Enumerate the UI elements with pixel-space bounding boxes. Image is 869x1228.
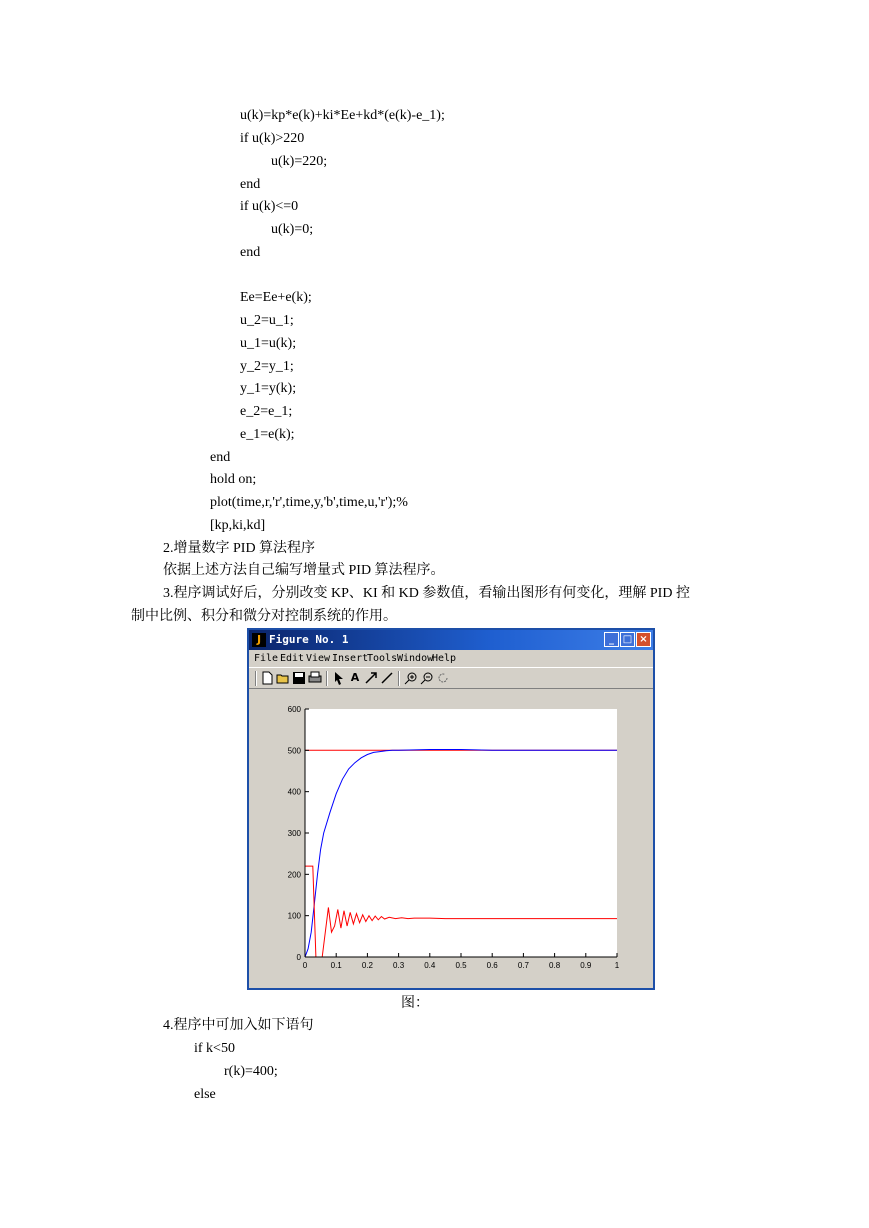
code-line: y_1=y(k); <box>240 381 297 396</box>
code-line: Ee=Ee+e(k); <box>240 290 312 305</box>
x-tick-label: 0.4 <box>424 961 436 970</box>
menu-tools[interactable]: Tools <box>367 653 398 664</box>
print-icon[interactable] <box>308 671 322 685</box>
y-tick-label: 100 <box>287 911 301 921</box>
menu-file[interactable]: File <box>254 653 279 664</box>
x-tick-label: 0 <box>302 961 308 970</box>
code-line: else <box>194 1087 216 1102</box>
arrow-icon[interactable] <box>332 671 346 685</box>
code-line: r(k)=400; <box>224 1064 278 1079</box>
code-line: u(k)=220; <box>271 154 328 169</box>
figure-window <box>247 628 655 990</box>
x-tick-label: 1 <box>614 961 620 970</box>
rotate-icon[interactable] <box>436 671 450 685</box>
code-line: u_2=u_1; <box>240 313 294 328</box>
code-line: end <box>210 450 231 465</box>
x-tick-label: 0.1 <box>330 961 342 970</box>
code-line: e_2=e_1; <box>240 404 293 419</box>
x-tick-label: 0.7 <box>517 961 529 970</box>
x-tick-label: 0.3 <box>393 961 405 970</box>
code-line: plot(time,r,'r',time,y,'b',time,u,'r');% <box>210 495 408 510</box>
menu-insert[interactable]: Insert <box>332 653 369 664</box>
code-line: if k<50 <box>194 1041 235 1056</box>
code-line: end <box>240 245 261 260</box>
y-tick-label: 400 <box>287 787 301 797</box>
response-chart <box>249 689 653 988</box>
menu-edit[interactable]: Edit <box>280 653 305 664</box>
code-line: y_2=y_1; <box>240 359 294 374</box>
paragraph-text: 制中比例、积分和微分对控制系统的作用。 <box>131 609 397 624</box>
section-heading: 4.程序中可加入如下语句 <box>163 1018 314 1033</box>
figure-toolbar <box>249 667 653 689</box>
matlab-logo-icon: J <box>252 633 266 647</box>
y-tick-label: 600 <box>287 705 301 714</box>
paragraph-text: 3.程序调试好后，分别改变 KP、KI 和 KD 参数值，看输出图形有何变化，理解 PID 控 <box>163 586 690 601</box>
close-button[interactable]: × <box>636 632 651 647</box>
y-tick-label: 0 <box>296 953 301 962</box>
section-heading: 2.增量数字 PID 算法程序 <box>163 541 316 556</box>
code-line: end <box>240 177 261 192</box>
code-line: u(k)=kp*e(k)+ki*Ee+kd*(e(k)-e_1); <box>240 108 445 123</box>
code-line: if u(k)<=0 <box>240 199 299 214</box>
code-line: u(k)=0; <box>271 222 314 237</box>
x-tick-label: 0.5 <box>455 961 467 970</box>
paragraph-text: 依据上述方法自己编写增量式 PID 算法程序。 <box>163 563 445 578</box>
line-icon[interactable] <box>380 671 394 685</box>
arrow-line-icon[interactable] <box>364 671 378 685</box>
x-tick-label: 0.9 <box>580 961 592 970</box>
text-icon[interactable]: A <box>350 671 360 684</box>
menu-view[interactable]: View <box>306 653 331 664</box>
zoom-in-icon[interactable] <box>404 671 418 685</box>
menu-window[interactable]: Window <box>397 653 434 664</box>
code-line: if u(k)>220 <box>240 131 305 146</box>
x-tick-label: 0.2 <box>361 961 373 970</box>
code-line: hold on; <box>210 472 257 487</box>
minimize-button[interactable]: _ <box>604 632 619 647</box>
figure-caption: 图： <box>401 996 429 1011</box>
window-title: Figure No. 1 <box>269 633 349 646</box>
toolbar-separator <box>255 671 257 686</box>
y-tick-label: 300 <box>287 829 301 838</box>
x-tick-label: 0.6 <box>486 961 498 970</box>
window-titlebar[interactable] <box>249 630 653 650</box>
menu-bar <box>249 650 653 667</box>
x-tick-label: 0.8 <box>549 961 561 970</box>
maximize-button[interactable]: □ <box>620 632 635 647</box>
menu-help[interactable]: Help <box>432 653 457 664</box>
zoom-out-icon[interactable] <box>420 671 434 685</box>
y-tick-label: 200 <box>287 870 301 880</box>
code-line: [kp,ki,kd] <box>210 518 266 533</box>
toolbar-separator <box>398 671 400 686</box>
save-icon[interactable] <box>292 671 306 685</box>
open-icon[interactable] <box>276 671 290 685</box>
new-icon[interactable] <box>260 671 274 685</box>
y-tick-label: 500 <box>287 746 301 756</box>
code-line: e_1=e(k); <box>240 427 295 442</box>
toolbar-separator <box>326 671 328 686</box>
code-line: u_1=u(k); <box>240 336 297 351</box>
